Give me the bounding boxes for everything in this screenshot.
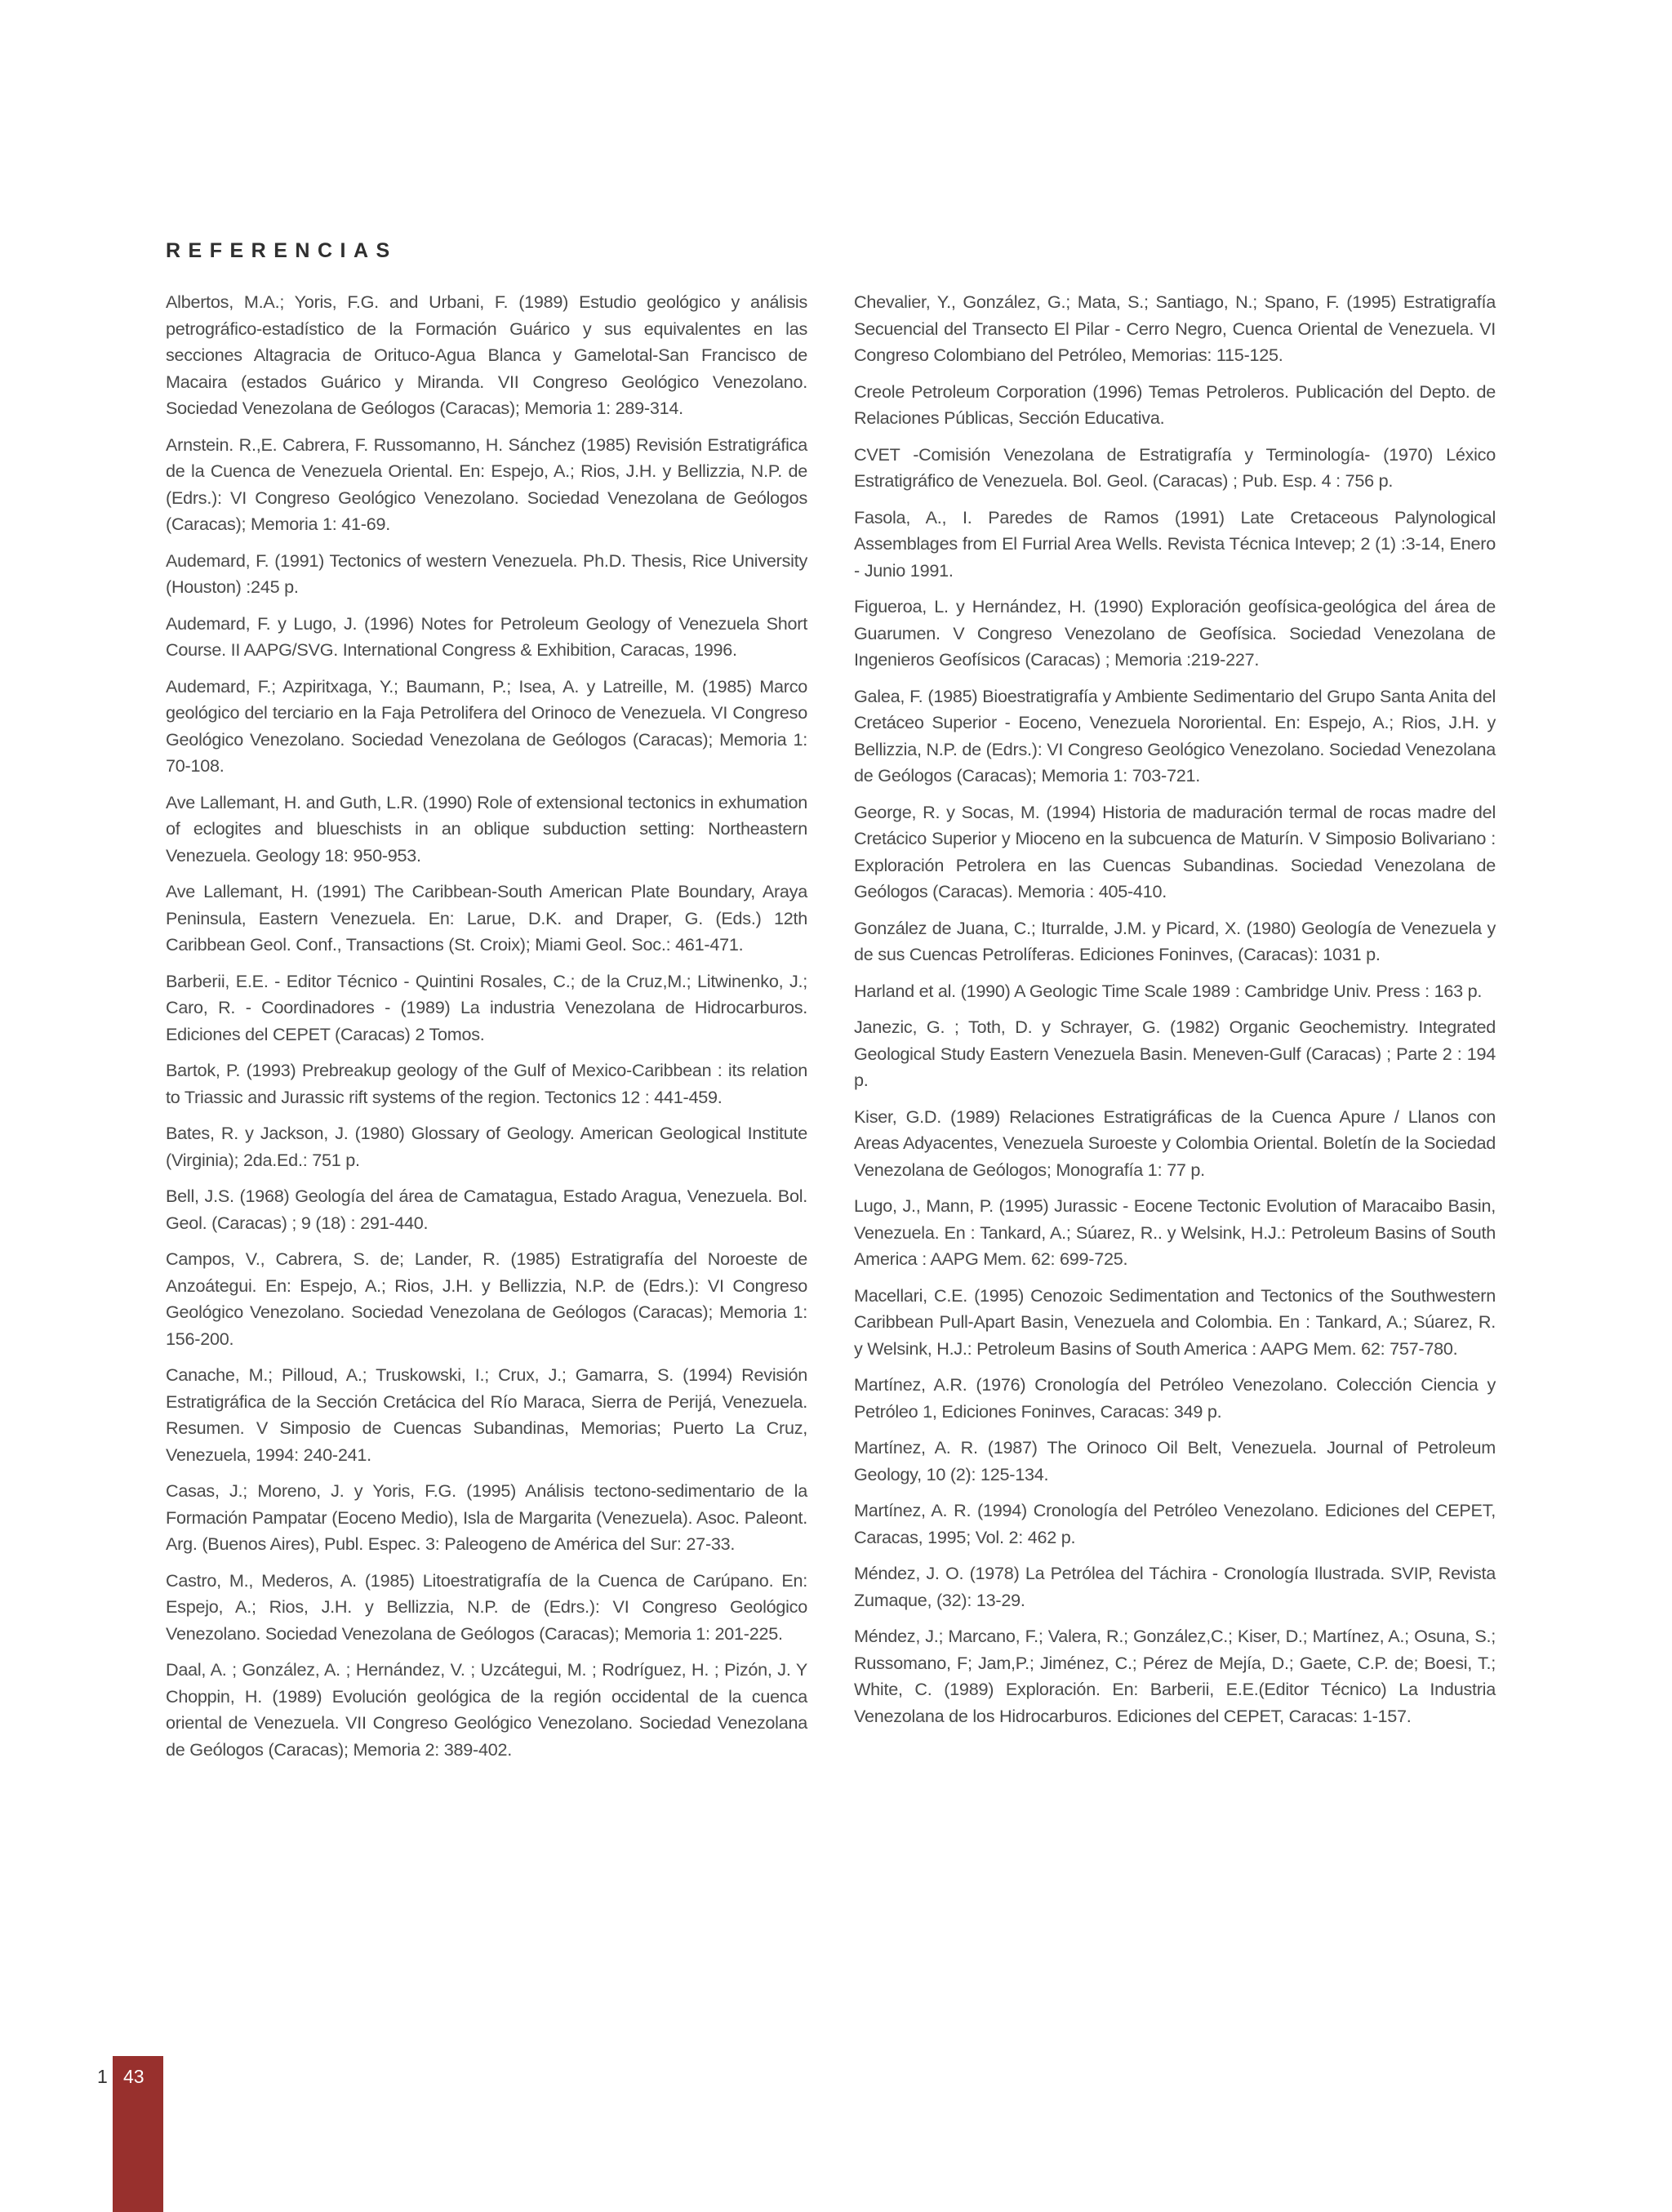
reference-entry: Canache, M.; Pilloud, A.; Truskowski, I.; Crux, J.; Gamarra, S. (1994) Revisión Estratigráfica de la Sección Cretácica del Río Maraca, Sierra de Perijá, Venezuela. Resumen. V Simposio de Cuencas Subandinas, Memorias; Puerto La Cruz, Venezuela, 1994: 240-241.: [166, 1364, 807, 1465]
chapter-number: 1: [97, 2066, 108, 2087]
reference-entry: Audemard, F. (1991) Tectonics of western Venezuela. Ph.D. Thesis, Rice University (Houston) :245 p.: [166, 550, 807, 597]
reference-entry: González de Juana, C.; Iturralde, J.M. y Picard, X. (1980) Geología de Venezuela y de sus Cuencas Petrolíferas. Ediciones Foninves, (Caracas): 1031 p.: [854, 917, 1496, 964]
references-right-column: [854, 289, 1496, 1739]
reference-entry: Casas, J.; Moreno, J. y Yoris, F.G. (1995) Análisis tectono-sedimentario de la Formación Pampatar (Eoceno Medio), Isla de Margarita (Venezuela). Asoc. Paleont. Arg. (Buenos Aires), Publ. Espec. 3: Paleogeno de América del Sur: 27-33.: [166, 1480, 807, 1554]
reference-entry: Kiser, G.D. (1989) Relaciones Estratigráficas de la Cuenca Apure / Llanos con Areas Adyacentes, Venezuela Suroeste y Colombia Oriental. Boletín de la Sociedad Venezolana de Geólogos; Monografía 1: 77 p.: [854, 1106, 1496, 1180]
reference-entry: Méndez, J. O. (1978) La Petrólea del Táchira - Cronología Ilustrada. SVIP, Revista Zumaque, (32): 13-29.: [854, 1563, 1496, 1610]
reference-entry: Macellari, C.E. (1995) Cenozoic Sedimentation and Tectonics of the Southwestern Caribbean Pull-Apart Basin, Venezuela and Colombia. En : Tankard, A.; Súarez, R. y Welsink, H.J.: Petroleum Basins of South America : AAPG Mem. 62: 757-780.: [854, 1284, 1496, 1359]
reference-entry: Figueroa, L. y Hernández, H. (1990) Exploración geofísica-geológica del área de Guarumen. V Congreso Venezolano de Geofísica. Sociedad Venezolana de Ingenieros Geofísicos (Caracas) ; Memoria :219-227.: [854, 596, 1496, 670]
reference-entry: Castro, M., Mederos, A. (1985) Litoestratigrafía de la Cuenca de Carúpano. En: Espejo, A.; Rios, J.H. y Bellizzia, N.P. de (Edrs.): VI Congreso Geológico Venezolano. Sociedad Venezolana de Geólogos (Caracas); Memoria 1: 201-225.: [166, 1569, 807, 1644]
reference-entry: Ave Lallemant, H. (1991) The Caribbean-South American Plate Boundary, Araya Peninsula, Eastern Venezuela. En: Larue, D.K. and Draper, G. (Eds.) 12th Caribbean Geol. Conf., Transactions (St. Croix); Miami Geol. Soc.: 461-471.: [166, 881, 807, 955]
reference-entry: Méndez, J.; Marcano, F.; Valera, R.; González,C.; Kiser, D.; Martínez, A.; Osuna, S.; Russomano, F; Jam,P.; Jiménez, C.; Pérez de Mejía, D.; Gaete, C.P. de; Boesi, T.; White, C. (1989) Exploración. En: Barberii, E.E.(Editor Técnico) La Industria Venezolana de los Hidrocarburos. Ediciones del CEPET, Caracas: 1-157.: [854, 1626, 1496, 1726]
reference-entry: Bates, R. y Jackson, J. (1980) Glossary of Geology. American Geological Institute (Virginia); 2da.Ed.: 751 p.: [166, 1123, 807, 1170]
reference-entry: Lugo, J., Mann, P. (1995) Jurassic - Eocene Tectonic Evolution of Maracaibo Basin, Venezuela. En : Tankard, A.; Súarez, R.. y Welsink, H.J.: Petroleum Basins of South America : AAPG Mem. 62: 699-725.: [854, 1195, 1496, 1269]
reference-entry: Campos, V., Cabrera, S. de; Lander, R. (1985) Estratigrafía del Noroeste de Anzoátegui. En: Espejo, A.; Rios, J.H. y Bellizzia, N.P. de (Edrs.): VI Congreso Geológico Venezolano. Sociedad Venezolana de Geólogos (Caracas); Memoria 1: 156-200.: [166, 1248, 807, 1349]
reference-entry: Barberii, E.E. - Editor Técnico - Quintini Rosales, C.; de la Cruz,M.; Litwinenko, J.; Caro, R. - Coordinadores - (1989) La industria Venezolana de Hidrocarburos. Ediciones del CEPET (Caracas) 2 Tomos.: [166, 970, 807, 1044]
reference-entry: Bartok, P. (1993) Prebreakup geology of the Gulf of Mexico-Caribbean : its relation to Triassic and Jurassic rift systems of the region. Tectonics 12 : 441-459.: [166, 1060, 807, 1107]
page-number: 43: [123, 2066, 145, 2087]
reference-entry: Martínez, A. R. (1994) Cronología del Petróleo Venezolano. Ediciones del CEPET, Caracas, 1995; Vol. 2: 462 p.: [854, 1500, 1496, 1547]
reference-entry: Albertos, M.A.; Yoris, F.G. and Urbani, F. (1989) Estudio geológico y análisis petrográfico-estadístico de la Formación Guárico y sus equivalentes en las secciones Altagracia de Orituco-Agua Blanca y Gamelotal-San Francisco de Macaira (estados Guárico y Miranda. VII Congreso Geológico Venezolano. Sociedad Venezolana de Geólogos (Caracas); Memoria 1: 289-314.: [166, 292, 807, 418]
reference-entry: Ave Lallemant, H. and Guth, L.R. (1990) Role of extensional tectonics in exhumation of eclogites and blueschists in an oblique subduction setting: Northeastern Venezuela. Geology 18: 950-953.: [166, 791, 807, 866]
reference-entry: Creole Petroleum Corporation (1996) Temas Petroleros. Publicación del Depto. de Relaciones Públicas, Sección Educativa.: [854, 381, 1496, 428]
reference-entry: Daal, A. ; González, A. ; Hernández, V. ; Uzcátegui, M. ; Rodríguez, H. ; Pizón, J. Y Choppin, H. (1989) Evolución geológica de la región occidental de la cuenca oriental de Venezuela. VII Congreso Geológico Venezolano. Sociedad Venezolana de Geólogos (Caracas); Memoria 2: 389-402.: [166, 1659, 807, 1760]
reference-entry: Fasola, A., I. Paredes de Ramos (1991) Late Cretaceous Palynological Assemblages from El Furrial Area Wells. Revista Técnica Intevep; 2 (1) :3-14, Enero - Junio 1991.: [854, 506, 1496, 581]
reference-entry: Arnstein. R.,E. Cabrera, F. Russomanno, H. Sánchez (1985) Revisión Estratigráfica de la Cuenca de Venezuela Oriental. En: Espejo, A.; Rios, J.H. y Bellizzia, N.P. de (Edrs.): VI Congreso Geológico Venezolano. Sociedad Venezolana de Geólogos (Caracas); Memoria 1: 41-69.: [166, 434, 807, 534]
reference-entry: Galea, F. (1985) Bioestratigrafía y Ambiente Sedimentario del Grupo Santa Anita del Cretáceo Superior - Eoceno, Venezuela Nororiental. En: Espejo, A.; Rios, J.H. y Bellizzia, N.P. de (Edrs.): VI Congreso Geológico Venezolano. Sociedad Venezolana de Geólogos (Caracas); Memoria 1: 703-721.: [854, 685, 1496, 786]
references-left-column: [166, 289, 807, 1773]
reference-entry: Chevalier, Y., González, G.; Mata, S.; Santiago, N.; Spano, F. (1995) Estratigrafía Secuencial del Transecto El Pilar - Cerro Negro, Cuenca Oriental de Venezuela. VI Congreso Colombiano del Petróleo, Memorias: 115-125.: [854, 292, 1496, 365]
reference-entry: Audemard, F. y Lugo, J. (1996) Notes for Petroleum Geology of Venezuela Short Course. II AAPG/SVG. International Congress & Exhibition, Caracas, 1996.: [166, 612, 807, 660]
reference-entry: George, R. y Socas, M. (1994) Historia de maduración termal de rocas madre del Cretácico Superior y Mioceno en la subcuenca de Maturín. V Simposio Bolivariano : Exploración Petrolera en las Cuencas Subandinas. Sociedad Venezolana de Geólogos (Caracas). Memoria : 405-410.: [854, 801, 1496, 901]
reference-entry: Martínez, A. R. (1987) The Orinoco Oil Belt, Venezuela. Journal of Petroleum Geology, 10 (2): 125-134.: [854, 1437, 1496, 1484]
page-heading: REFERENCIAS: [166, 239, 398, 262]
reference-entry: Bell, J.S. (1968) Geología del área de Camatagua, Estado Aragua, Venezuela. Bol. Geol. (Caracas) ; 9 (18) : 291-440.: [166, 1186, 807, 1233]
reference-entry: Martínez, A.R. (1976) Cronología del Petróleo Venezolano. Colección Ciencia y Petróleo 1, Ediciones Foninves, Caracas: 349 p.: [854, 1374, 1496, 1422]
reference-entry: Harland et al. (1990) A Geologic Time Scale 1989 : Cambridge Univ. Press : 163 p.: [854, 980, 1483, 1001]
reference-entry: CVET -Comisión Venezolana de Estratigrafía y Terminología- (1970) Léxico Estratigráfico de Venezuela. Bol. Geol. (Caracas) ; Pub. Esp. 4 : 756 p.: [854, 443, 1496, 491]
reference-entry: Audemard, F.; Azpiritxaga, Y.; Baumann, P.; Isea, A. y Latreille, M. (1985) Marco geológico del terciario en la Faja Petrolifera del Orinoco de Venezuela. VI Congreso Geológico Venezolano. Sociedad Venezolana de Geólogos (Caracas); Memoria 1: 70-108.: [166, 675, 807, 776]
reference-entry: Janezic, G. ; Toth, D. y Schrayer, G. (1982) Organic Geochemistry. Integrated Geological Study Eastern Venezuela Basin. Meneven-Gulf (Caracas) ; Parte 2 : 194 p.: [854, 1017, 1496, 1090]
